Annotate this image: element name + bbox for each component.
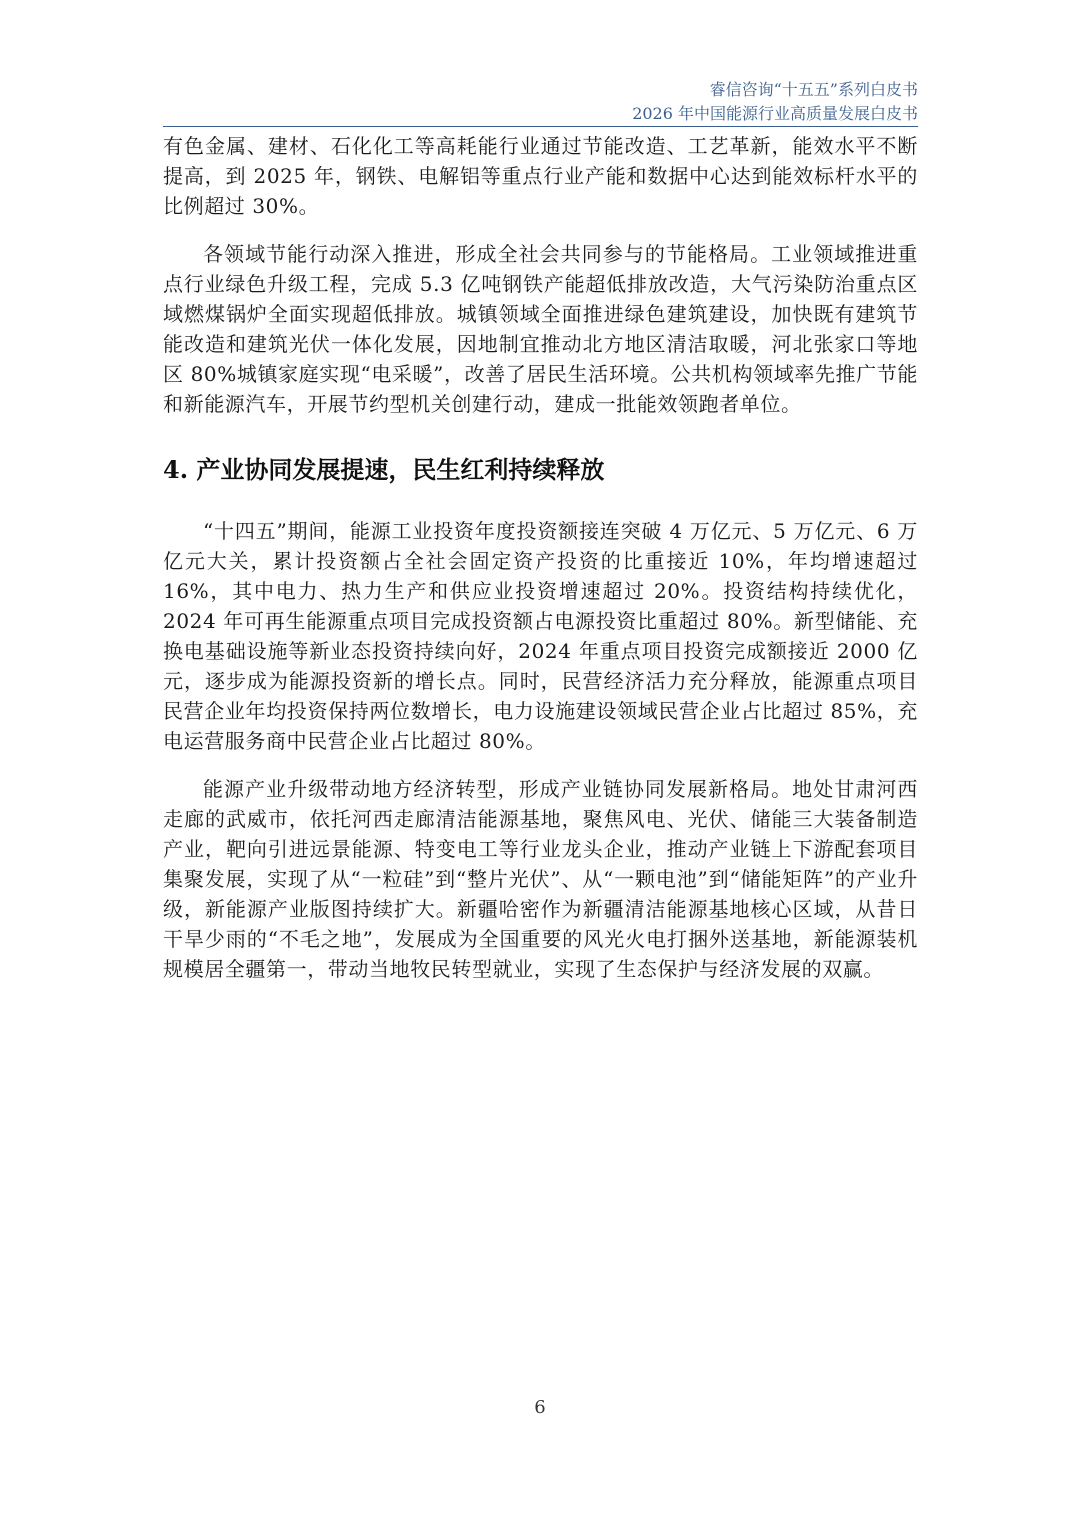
paragraph-investment: “十四五”期间，能源工业投资年度投资额接连突破 4 万亿元、5 万亿元、6 万亿元大关，累计投资额占全社会固定资产投资的比重接近 10%，年均增速超过 16%，其中电力、热力生产和供应业投资增速超过 20%。投资结构持续优化，2024 年可再生能源重点项目完成投资额占电源投资比重超过 80%。新型储能、充换电基础设施等新业态投资持续向好，2024 年重点项目投资完成额接近 2000 亿元，逐步成为能源投资新的增长点。同时，民营经济活力充分释放，能源重点项目民营企业年均投资保持两位数增长，电力设施建设领域民营企业占比超过 85%，充电运营服务商中民营企业占比超过 80%。	[163, 519, 918, 753]
header-divider	[163, 126, 918, 127]
page-content	[163, 131, 918, 984]
paragraph-continued: 有色金属、建材、石化化工等高耗能行业通过节能改造、工艺革新，能效水平不断提高，到 2025 年，钢铁、电解铝等重点行业产能和数据中心达到能效标杆水平的比例超过 30%。	[163, 134, 918, 218]
header-document-title: 2026 年中国能源行业高质量发展白皮书	[632, 104, 918, 123]
page-number: 6	[534, 1397, 546, 1418]
header-series-title: 睿信咨询“十五五”系列白皮书	[709, 80, 918, 99]
paragraph-energy-saving: 各领域节能行动深入推进，形成全社会共同参与的节能格局。工业领域推进重点行业绿色升级工程，完成 5.3 亿吨钢铁产能超低排放改造，大气污染防治重点区域燃煤锅炉全面实现超低排放。城镇领域全面推进绿色建筑建设，加快既有建筑节能改造和建筑光伏一体化发展，因地制宜推动北方地区清洁取暖，河北张家口等地区 80%城镇家庭实现“电采暖”，改善了居民生活环境。公共机构领域率先推广节能和新能源汽车，开展节约型机关创建行动，建成一批能效领跑者单位。	[163, 242, 918, 416]
running-header	[163, 78, 918, 126]
paragraph-industry-upgrade: 能源产业升级带动地方经济转型，形成产业链协同发展新格局。地处甘肃河西走廊的武威市，依托河西走廊清洁能源基地，聚焦风电、光伏、储能三大装备制造产业，靶向引进远景能源、特变电工等行业龙头企业，推动产业链上下游配套项目集聚发展，实现了从“一粒硅”到“整片光伏”、从“一颗电池”到“储能矩阵”的产业升级，新能源产业版图持续扩大。新疆哈密作为新疆清洁能源基地核心区域，从昔日干旱少雨的“不毛之地”，发展成为全国重要的风光火电打捆外送基地，新能源装机规模居全疆第一，带动当地牧民转型就业，实现了生态保护与经济发展的双赢。	[163, 777, 918, 981]
section-heading: 4. 产业协同发展提速，民生红利持续释放	[163, 455, 605, 484]
